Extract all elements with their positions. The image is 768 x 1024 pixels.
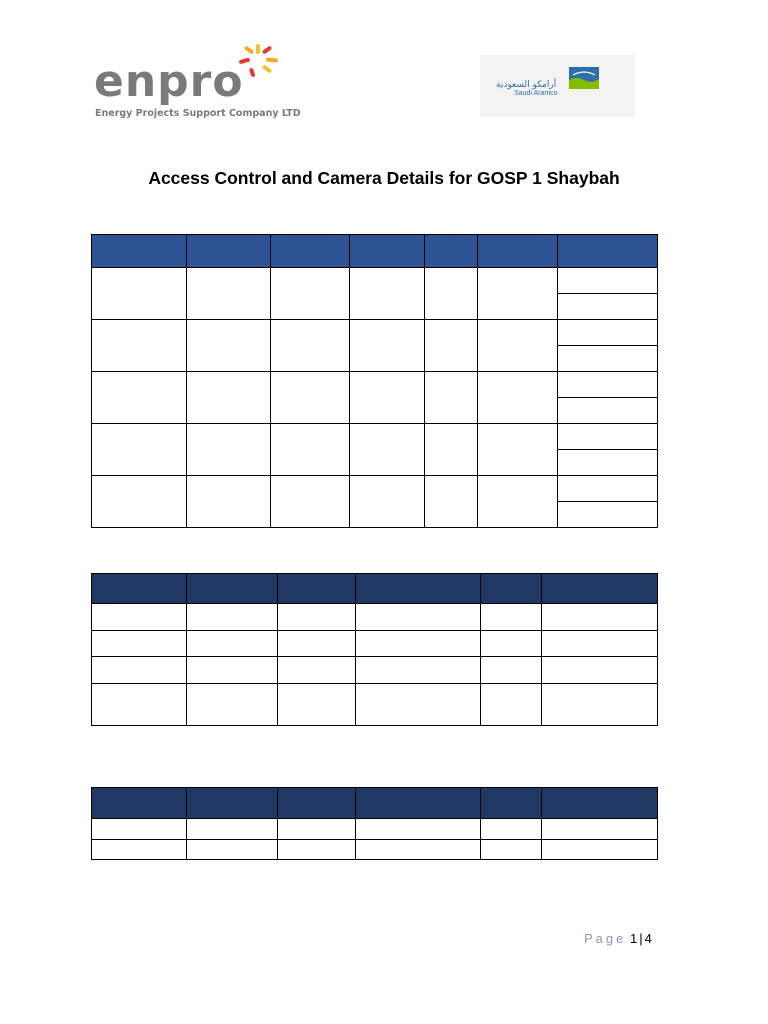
page-number xyxy=(584,931,652,946)
table-cell xyxy=(187,819,278,840)
table-cell xyxy=(356,684,481,726)
table-row xyxy=(92,840,658,860)
table-row xyxy=(92,604,658,631)
table-cell xyxy=(558,476,658,502)
table-cell xyxy=(542,684,658,726)
table-cell xyxy=(425,320,478,372)
page-separator: | xyxy=(639,931,643,946)
table-cell xyxy=(478,320,558,372)
table-cell xyxy=(350,476,425,528)
table-2-header-cell xyxy=(92,574,187,604)
table-cell xyxy=(92,372,187,424)
table-cell xyxy=(481,840,542,860)
table-cell xyxy=(542,631,658,657)
table-row xyxy=(92,631,658,657)
table-3-header-cell xyxy=(92,788,187,819)
table-cell xyxy=(92,476,187,528)
table-cell xyxy=(271,476,350,528)
table-cell xyxy=(187,840,278,860)
table-cell xyxy=(278,604,356,631)
table-cell xyxy=(425,372,478,424)
table-1-header-cell xyxy=(478,235,558,268)
table-row xyxy=(92,819,658,840)
table-cell xyxy=(481,604,542,631)
table-row xyxy=(92,372,658,398)
table-1-header-row xyxy=(92,235,658,268)
table-row xyxy=(92,268,658,294)
table-cell xyxy=(478,424,558,476)
table-cell xyxy=(187,631,278,657)
table-1 xyxy=(91,234,658,528)
table-cell xyxy=(92,424,187,476)
table-3-header-cell xyxy=(187,788,278,819)
table-cell xyxy=(481,631,542,657)
table-cell xyxy=(350,320,425,372)
table-cell xyxy=(187,372,271,424)
table-cell xyxy=(187,268,271,320)
table-cell xyxy=(558,502,658,528)
table-cell xyxy=(558,398,658,424)
table-2-header-cell xyxy=(187,574,278,604)
table-cell xyxy=(558,294,658,320)
table-cell xyxy=(558,450,658,476)
enpro-wordmark: enpro xyxy=(94,56,244,107)
table-cell xyxy=(187,657,278,684)
table-row xyxy=(92,320,658,346)
table-cell xyxy=(558,346,658,372)
table-cell xyxy=(542,657,658,684)
document-title: Access Control and Camera Details for GOSP 1 Shaybah xyxy=(148,168,620,188)
table-cell xyxy=(278,840,356,860)
table-row xyxy=(92,684,658,726)
table-cell xyxy=(92,657,187,684)
table-cell xyxy=(92,684,187,726)
table-1-header-cell xyxy=(350,235,425,268)
table-cell xyxy=(92,320,187,372)
table-cell xyxy=(542,604,658,631)
table-cell xyxy=(558,424,658,450)
table-cell xyxy=(278,657,356,684)
table-3 xyxy=(91,787,658,860)
table-2-header-cell xyxy=(356,574,481,604)
table-3-header-cell xyxy=(356,788,481,819)
page-label: Page xyxy=(584,931,627,946)
table-cell xyxy=(350,268,425,320)
aramco-latin-name: Saudi Aramco xyxy=(514,90,558,97)
table-3-header-cell xyxy=(278,788,356,819)
table-row xyxy=(92,424,658,450)
table-cell xyxy=(271,424,350,476)
page-current: 1 xyxy=(630,931,638,946)
table-row xyxy=(92,657,658,684)
table-cell xyxy=(542,819,658,840)
table-cell xyxy=(271,320,350,372)
table-cell xyxy=(278,631,356,657)
table-cell xyxy=(92,819,187,840)
table-3-header-cell xyxy=(542,788,658,819)
table-cell xyxy=(425,424,478,476)
table-cell xyxy=(558,372,658,398)
table-cell xyxy=(481,819,542,840)
aramco-emblem-icon xyxy=(569,67,599,89)
table-cell xyxy=(478,372,558,424)
table-cell xyxy=(187,476,271,528)
page-total: 4 xyxy=(644,931,652,946)
table-cell xyxy=(187,684,278,726)
table-3-header-row xyxy=(92,788,658,819)
table-cell xyxy=(356,819,481,840)
enpro-tagline: Energy Projects Support Company LTD xyxy=(95,108,301,119)
table-cell xyxy=(542,840,658,860)
table-cell xyxy=(187,424,271,476)
table-2-header-row xyxy=(92,574,658,604)
table-row xyxy=(92,476,658,502)
saudi-aramco-logo xyxy=(480,55,635,117)
table-2-header-cell xyxy=(542,574,658,604)
table-cell xyxy=(558,268,658,294)
table-cell xyxy=(478,476,558,528)
table-1-header-cell xyxy=(92,235,187,268)
table-cell xyxy=(558,320,658,346)
table-cell xyxy=(187,604,278,631)
table-2 xyxy=(91,573,658,726)
table-cell xyxy=(356,840,481,860)
table-1-header-cell xyxy=(187,235,271,268)
table-cell xyxy=(187,320,271,372)
aramco-arabic-name: أرامكو السعودية xyxy=(496,80,557,90)
table-3-header-cell xyxy=(481,788,542,819)
table-cell xyxy=(92,268,187,320)
table-cell xyxy=(356,604,481,631)
enpro-logo xyxy=(92,44,322,122)
table-cell xyxy=(271,372,350,424)
table-cell xyxy=(425,268,478,320)
table-cell xyxy=(92,631,187,657)
table-cell xyxy=(481,657,542,684)
table-2-header-cell xyxy=(278,574,356,604)
table-cell xyxy=(356,657,481,684)
table-cell xyxy=(481,684,542,726)
table-cell xyxy=(350,372,425,424)
table-cell xyxy=(278,819,356,840)
table-2-header-cell xyxy=(481,574,542,604)
table-1-header-cell xyxy=(425,235,478,268)
table-cell xyxy=(478,268,558,320)
table-cell xyxy=(278,684,356,726)
table-cell xyxy=(350,424,425,476)
table-cell xyxy=(425,476,478,528)
table-cell xyxy=(92,840,187,860)
table-cell xyxy=(356,631,481,657)
table-1-header-cell xyxy=(271,235,350,268)
table-cell xyxy=(92,604,187,631)
table-1-header-cell xyxy=(558,235,658,268)
table-cell xyxy=(271,268,350,320)
